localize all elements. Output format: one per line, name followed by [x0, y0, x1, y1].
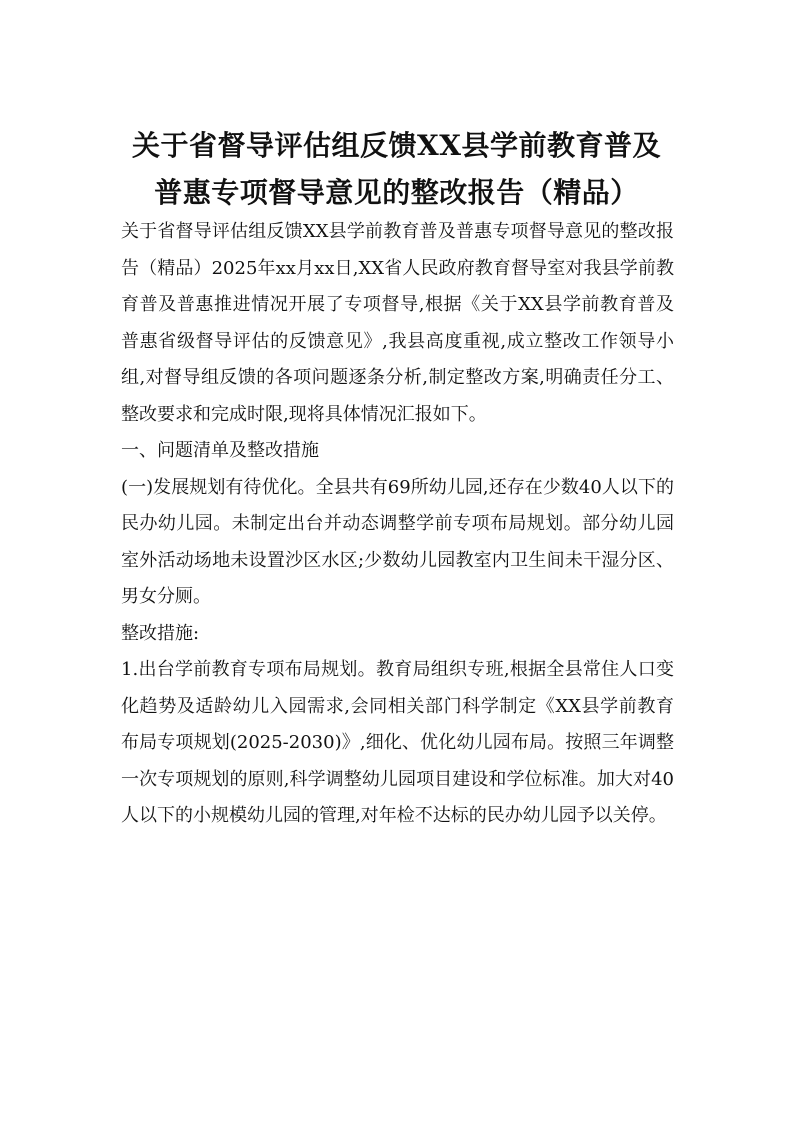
document-body	[121, 214, 674, 835]
title-line-1: 关于省督导评估组反馈XX县学前教育普及	[132, 129, 661, 162]
section-heading: 一、问题清单及整改措施	[121, 440, 319, 461]
measure-paragraph: 1.出台学前教育专项布局规划。教育局组织专班,根据全县常住人口变化趋势及适龄幼儿入园需求,会同相关部门科学制定《XX县学前教育布局专项规划(2025-2030)》,细化、优化幼儿园布局。按照三年调整一次专项规划的原则,科学调整幼儿园项目建设和学位标准。加大对40人以下的小规模幼儿园的管理,对年检不达标的民办幼儿园予以关停。	[121, 659, 674, 826]
issue-paragraph: (一)发展规划有待优化。全县共有69所幼儿园,还存在少数40人以下的民办幼儿园。未制定出台并动态调整学前专项布局规划。部分幼儿园室外活动场地未设置沙区水区;少数幼儿园教室内卫生间未干湿分区、男女分厕。	[121, 476, 674, 607]
measures-heading: 整改措施:	[121, 622, 200, 644]
document-title	[100, 122, 693, 216]
title-line-2: 普惠专项督导意见的整改报告（精品）	[154, 176, 639, 209]
intro-paragraph: 关于省督导评估组反馈XX县学前教育普及普惠专项督导意见的整改报告（精品）2025年xx月xx日,XX省人民政府教育督导室对我县学前教育普及普惠推进情况开展了专项督导,根据《关于XX县学前教育普及普惠省级督导评估的反馈意见》,我县高度重视,成立整改工作领导小组,对督导组反馈的各项问题逐条分析,制定整改方案,明确责任分工、整改要求和完成时限,现将具体情况汇报如下。	[121, 221, 674, 425]
